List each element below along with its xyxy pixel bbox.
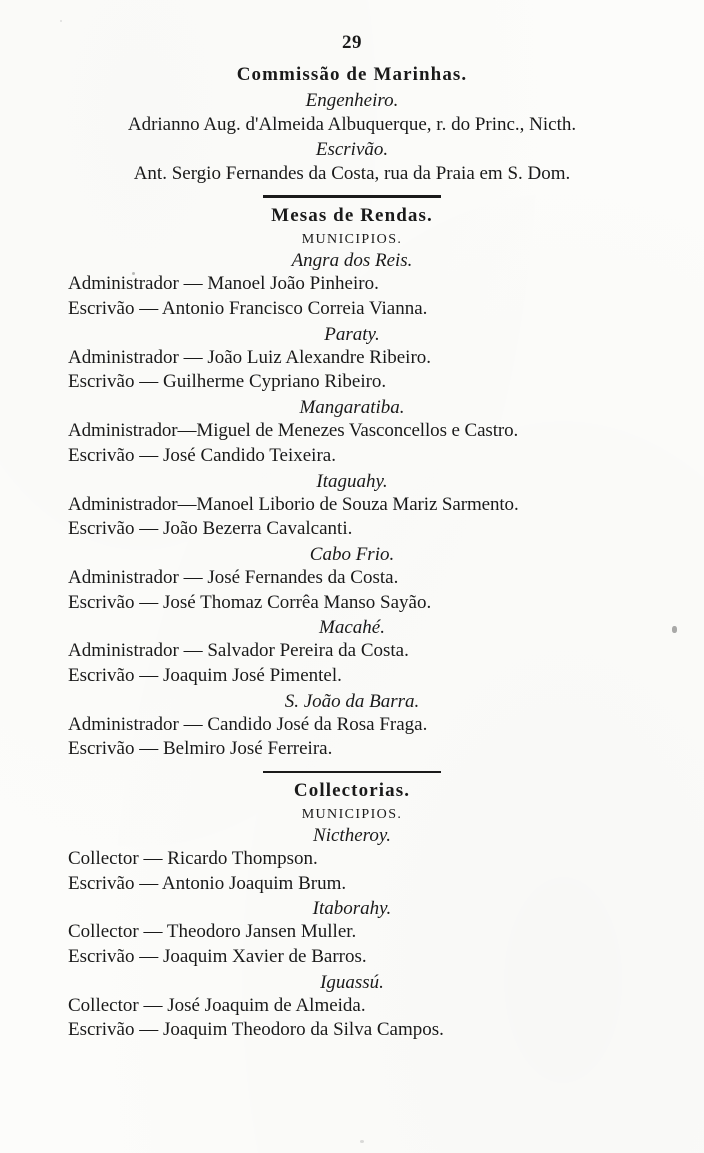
officer-line: Escrivão — Belmiro José Ferreira. [68, 738, 333, 760]
person-line: Adrianno Aug. d'Almeida Albuquerque, r. do Princ., Nicth. [127, 114, 577, 135]
municipio-name: Itaguahy. [316, 470, 388, 492]
officer-line: Escrivão — Joaquim José Pimentel. [68, 664, 342, 686]
section-title: Collectorias. [293, 780, 411, 801]
municipio-block [26, 691, 678, 762]
officer-line: Administrador — Manoel João Pinheiro. [68, 273, 379, 295]
municipio-block [26, 397, 678, 468]
officer-line: Escrivão — José Candido Teixeira. [68, 444, 336, 466]
officer-line: Administrador—Manoel Liborio de Souza Mariz Sarmento. [68, 493, 519, 515]
officer-line: Administrador — Salvador Pereira da Costa. [68, 640, 409, 662]
municipio-block [26, 825, 678, 896]
person-line: Ant. Sergio Fernandes da Costa, rua da Praia em S. Dom. [133, 162, 571, 184]
role-label-escrivao: Escrivão. [315, 138, 389, 160]
section-subtitle: MUNICIPIOS. [301, 232, 403, 248]
municipio-name: Cabo Frio. [309, 543, 395, 565]
officer-line: Escrivão — Joaquim Xavier de Barros. [68, 946, 367, 968]
section-commissao-marinhas [26, 64, 678, 186]
scan-artifact [360, 1140, 364, 1143]
section-mesas-de-rendas [26, 205, 678, 762]
officer-line: Administrador — João Luiz Alexandre Ribeiro. [68, 346, 432, 368]
municipio-block [26, 544, 678, 615]
officer-line: Escrivão — Antonio Francisco Correia Vianna. [68, 298, 428, 320]
officer-line: Escrivão — Guilherme Cypriano Ribeiro. [68, 371, 387, 393]
municipio-block [26, 617, 678, 688]
municipio-block [26, 250, 678, 321]
officer-line: Collector — Ricardo Thompson. [68, 848, 318, 869]
officer-line: Escrivão — José Thomaz Corrêa Manso Sayão. [68, 591, 432, 613]
section-divider [263, 195, 441, 198]
officer-line: Administrador — Candido José da Rosa Fraga. [68, 713, 428, 735]
municipio-name: Paraty. [324, 323, 380, 345]
page-number: 29 [342, 32, 362, 53]
officer-line: Escrivão — João Bezerra Cavalcanti. [68, 518, 353, 540]
officer-line: Escrivão — Antonio Joaquim Brum. [68, 872, 347, 894]
section-title: Mesas de Rendas. [271, 205, 433, 227]
officer-line: Administrador — José Fernandes da Costa. [68, 566, 399, 588]
section-subtitle: MUNICIPIOS. [301, 807, 403, 822]
municipio-name: S. João da Barra. [284, 690, 420, 712]
municipio-block [26, 898, 678, 969]
municipio-name: Mangaratiba. [299, 397, 405, 419]
officer-line: Collector — Theodoro Jansen Muller. [68, 921, 357, 943]
municipio-name: Nictheroy. [313, 825, 391, 846]
officer-line: Administrador—Miguel de Menezes Vasconcellos e Castro. [68, 420, 519, 442]
municipio-block [26, 471, 678, 542]
section-title: Commissão de Marinhas. [236, 64, 468, 85]
section-collectorias [26, 780, 678, 1043]
officer-line: Escrivão — Joaquim Theodoro da Silva Campos. [68, 1019, 444, 1041]
municipio-name: Itaborahy. [312, 898, 392, 920]
role-label-engenheiro: Engenheiro. [305, 90, 399, 111]
officer-line: Collector — José Joaquim de Almeida. [68, 994, 366, 1016]
scan-artifact [132, 272, 135, 275]
municipio-block [26, 324, 678, 395]
municipio-block [26, 972, 678, 1043]
section-divider [263, 771, 441, 773]
municipio-name: Iguassú. [320, 971, 384, 993]
scan-artifact [672, 626, 677, 633]
municipio-name: Macahé. [319, 617, 385, 639]
municipio-name: Angra dos Reis. [291, 250, 413, 272]
scan-artifact [60, 20, 62, 22]
